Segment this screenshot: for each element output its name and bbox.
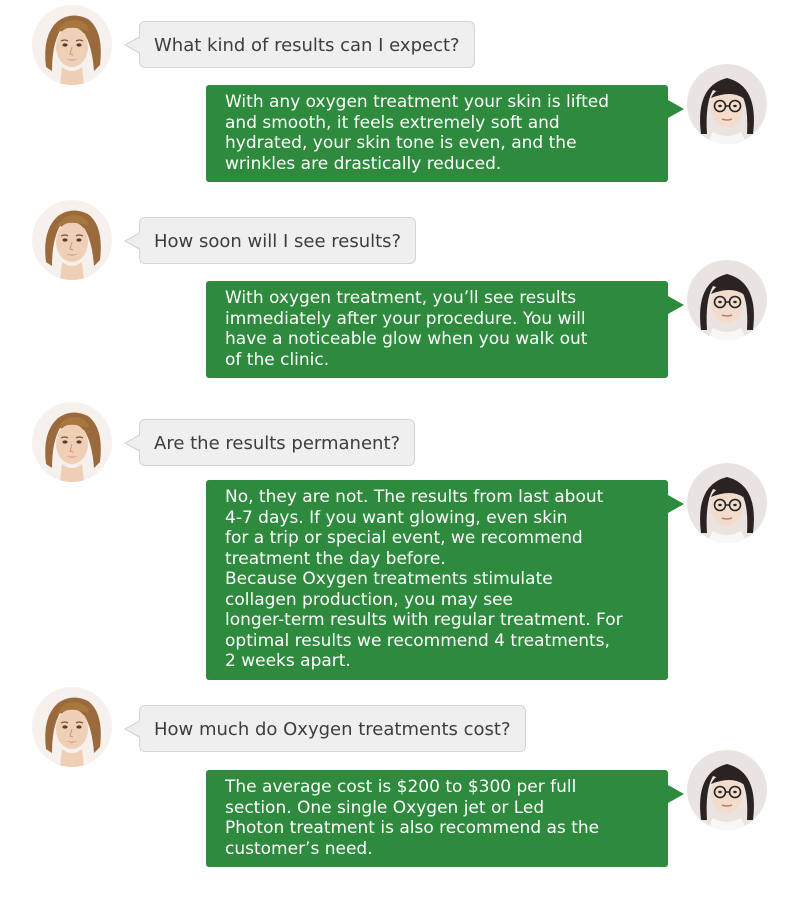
answer-bubble: No, they are not. The results from last about 4-7 days. If you want glowing, even skin for a trip or special event, we recommend treatment the day before. Because Oxygen treatments stimulate collagen production, you may see longer-term results with regular treatment. For optimal results we recommend 4 treatments, 2 weeks apart.	[206, 480, 668, 680]
customer-avatar-icon	[32, 687, 112, 767]
specialist-avatar-icon	[687, 463, 767, 543]
question-bubble: How soon will I see results?	[139, 217, 416, 264]
customer-avatar-icon	[32, 402, 112, 482]
customer-avatar-icon	[32, 5, 112, 85]
answer-bubble: With oxygen treatment, you’ll see results immediately after your procedure. You will have a noticeable glow when you walk out of the clinic.	[206, 281, 668, 378]
specialist-avatar-icon	[687, 750, 767, 830]
question-bubble: Are the results permanent?	[139, 419, 415, 466]
answer-bubble: The average cost is $200 to $300 per full section. One single Oxygen jet or Led Photon treatment is also recommend as the customer’s need.	[206, 770, 668, 867]
specialist-avatar-icon	[687, 64, 767, 144]
specialist-avatar-icon	[687, 260, 767, 340]
question-bubble: How much do Oxygen treatments cost?	[139, 705, 526, 752]
answer-bubble: With any oxygen treatment your skin is lifted and smooth, it feels extremely soft and hydrated, your skin tone is even, and the wrinkles are drastically reduced.	[206, 85, 668, 182]
question-bubble: What kind of results can I expect?	[139, 21, 475, 68]
customer-avatar-icon	[32, 200, 112, 280]
